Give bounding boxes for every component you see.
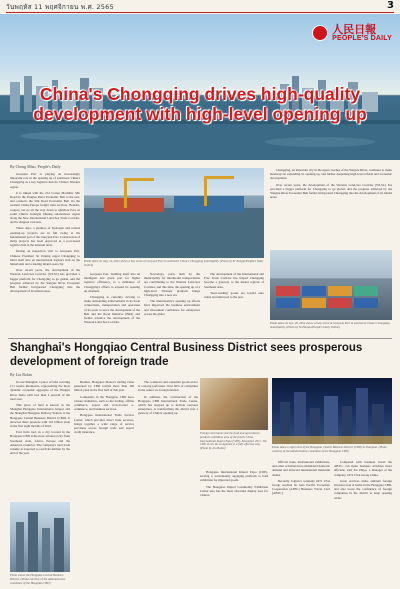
article2-photo-2: [272, 378, 392, 444]
paragraph: Official trade, international exhibitions, and other activities have stimulated domestic demand and attracted international industrial chains.: [272, 460, 330, 477]
port-illustration: [84, 168, 264, 258]
page-number: 3: [387, 0, 394, 11]
header-rule: [6, 12, 394, 13]
paragraph: These days, a plethora of hydrogen and related opening-up projects are in full swing at the fundamental part of the Guoyuan Port. Construction of many projects has been approved as a port-based logistics hub at the national level.: [10, 226, 80, 248]
paragraph: Over recent years, the development of the Western Land-Sea Corridor (WLSC) has provided a bigger platform for Chongqing to go global, and the progress achieved by the Yangtze River Economic Belt further invigorated Chongqing into the development of its inland areas.: [270, 182, 392, 200]
paragraph: Over recent years, the development of the Western Land-Sea Corridor (WLSC) has provided a bigger platform for Chongqing to go global, and the progress achieved by the Yangtze River Economic Belt further invigorated Chongqing into the development of its inland areas.: [10, 268, 80, 294]
article2-column-2: [74, 380, 134, 580]
paragraph: In east Shanghai, a piece of land covering 151 square kilometers, representing the most dynamic economic aggregate of the Yangtze River Delta with less than 4 percent of the total area.: [10, 380, 70, 401]
paragraph: It is linked with the 214 Corner Maritime Silk Road by the Yangtze River Economic Belt to the east, and connects the Silk Road Economic Belt via the western China-Europe freight train services. Besides, cargoes can go all the way down to Qinzhou Port, in south China's Guangxi Zhuang autonomous region along the New International Land-Sea Trade Corridor, and be shipped overseas.: [10, 190, 80, 225]
photo-caption-2: Photo taken on Sep. 28, 2022 shows a busy scene at Guoyuan Port in southwest China's Chongqing municipality. (Photo by Xi Zhiqiao/People's Daily Online): [270, 321, 390, 329]
article1-column-1: [10, 172, 80, 334]
containers-illustration: [270, 250, 392, 320]
article1-column-3: [144, 272, 200, 334]
article1-column-4: [204, 272, 264, 334]
article2-column-5: [272, 460, 330, 580]
paragraph: Ever hubs tied, in a city located in the Hongqiao CBD is the most advanced city from Southeast Asia, Africa, Europe and the Americas countries. The company's total trade volume is expected to reach $2 million by the end of the year.: [10, 430, 70, 456]
article1-column-5: [270, 168, 392, 248]
paragraph: Nowadays, ports built by the municipality for intermodal transportation are contributing to the Western Land-Sea Corridor, and this time, the opening up of a high-level 'Western' platform brings Chongqing into a new era.: [144, 272, 200, 298]
emblem-icon: [312, 25, 328, 41]
paragraph: The Hongqiao Import Commodity Exhibition Center also has the most all-round display area for visitors.: [200, 484, 268, 498]
headline-2: Shanghai's Hongqiao Central Business District sees prosperous development of foreign trade: [10, 342, 363, 368]
byline-1: By Cheng Miao, People's Daily: [10, 164, 61, 169]
paragraph: Guoyuan Port is playing an increasingly important role in the opening up of southwest China's Chongqing as a key logistics hub for China's Western region.: [10, 172, 80, 189]
paragraph: The cosmetics and consumer goods sector is a strong performer. Over 60% of companies in the center are foreign-funded.: [138, 380, 198, 393]
district-illustration: [10, 502, 70, 572]
paragraph: The development of the International and Free Trade Corridor has helped Chongqing become a gateway to the inland regions of Southeast Asia.: [204, 272, 264, 289]
hero-photo: [0, 14, 400, 160]
article1-column-2: [84, 272, 140, 334]
headline-1: China's Chongqing drives high-quality development with high-level opening up: [33, 84, 367, 124]
article2-column-4: [200, 470, 268, 580]
byline-2: By Liu Bolan: [10, 372, 32, 377]
paragraph: During an inspection visit to Guoyuan Port, Chinese President Xi Jinping urged Chongqing to build itself into an international logistics hub on the hinterlands and a leading inland open city.: [10, 249, 80, 267]
photo-caption-3: Foreign merchants visit the food and agricultural products exhibition area of the fourth China International Import Expo (CIIE), November 2021. The CIIE serves the companies in a fully effective way. (Photo by Liu Bolan): [200, 431, 267, 451]
paragraph: Hongqiao International Import Expo (CIIE), serving a conveniently engaging platform to hold exhibition for imported goods.: [200, 470, 268, 483]
peoples-daily-logo: [312, 24, 392, 42]
photo-caption-5: Photo shows the Hongqiao Central Business District. (Photo courtesy of the administrative committee of the Hongqiao CBD): [10, 573, 66, 585]
article2-photo-3: [10, 502, 70, 572]
article2-column-3: [138, 380, 198, 580]
paragraph: Great services make ambient foreign investors feel at home in the Hongqiao CBD, and also boost the confidence of foreign companies in the district to keep opening wider.: [334, 478, 392, 500]
page-header: [0, 0, 400, 14]
article2-column-1: [10, 380, 70, 498]
photo-caption-4: Photo taken a night view of the Hongqiao Central Business District (CBD) in Shanghai. (Photo courtesy of the administrative committee of the Hongqiao CBD): [272, 445, 387, 453]
article2-column-6: [334, 460, 392, 580]
paragraph: The municipality's opening up efforts have improved the business environment and investment confidence for enterprises across the globe.: [144, 299, 200, 316]
article1-photo-2: [270, 250, 392, 320]
paragraph: 'Steel-loading' goods are loaded onto trains and delivered to the port.: [204, 290, 264, 300]
paragraph: Chongqing, an important city in the upper reaches of the Yangtze River, continues to make headways in expanding its opening up, and further deepening high-level reform and economic development.: [270, 168, 392, 181]
paragraph: This piece of land is known as the Shanghai Hongqiao International Airport and the Shanghai Hongqiao Railway Station, is the Hongqiao Central Business District (CBD). It attracted mass pressure with 110 billion yuan in the first eight months of 2022.: [10, 403, 70, 429]
paragraph: Recently, logistics company OCS USA Group reached its Asia Pacific Economic Cooperation (APEC) Business Travel Card (ABTC).: [272, 478, 330, 496]
night-skyline-illustration: [272, 378, 392, 444]
article2-photo-1: [200, 378, 268, 430]
paragraph: Hongqiao International Trade Service Center, which provides direct trade services, brings together a wide range of service providers across foreign trade and export credit insurance.: [74, 413, 134, 435]
paragraph: Guoyuan Port, building itself into an intelligent and green port for higher logistics efficiency, is a miniature of Chongqing's efforts to expand its opening up channels.: [84, 272, 140, 293]
section-divider: [8, 338, 392, 339]
paragraph: In addition, the construction of the Hongqiao CBD International Trade Centre, which has stepped up to include overseas enterprises, is transforming the district into a gateway of China's opening up.: [138, 394, 198, 416]
logo-chinese: 人民日報: [332, 23, 377, 36]
logo-english: PEOPLE'S DAILY: [332, 35, 392, 42]
paragraph: Compared with business travel the ABTC, can make business activities more efficient, said Xu Zhiyu, a manager at the company. OCS USA Group China.: [334, 460, 392, 477]
article1-photo-1: [84, 168, 264, 258]
paragraph: Besides, Hongqiao Manor's trading value generated by CBD totaled more than 100 billion yuan in the first half of this year.: [74, 380, 134, 393]
paragraph: Companies in the Hongqiao CBD have various industries, such as the trading, offline commerce, export and cross-border e-commerce, and business services.: [74, 394, 134, 412]
photo-caption-1: Photo taken on Aug. 24, 2022 shows a bay scene of Guoyuan Port in southwest China's Chongqing municipality. (Photo by Xi Jiangqi/People's Daily Online): [84, 259, 264, 267]
paragraph: Chongqing is currently striving to make outstanding achievements in its trade connections, transportation and operation of its ports to serve the development of the Belt and the Road Initiative (BRI), and further advance the development of the Western Land-Sea Corridor.: [84, 295, 140, 325]
date-line: วันพฤหัส 11 พฤศจิกายน พ.ศ. 2565: [6, 3, 114, 11]
